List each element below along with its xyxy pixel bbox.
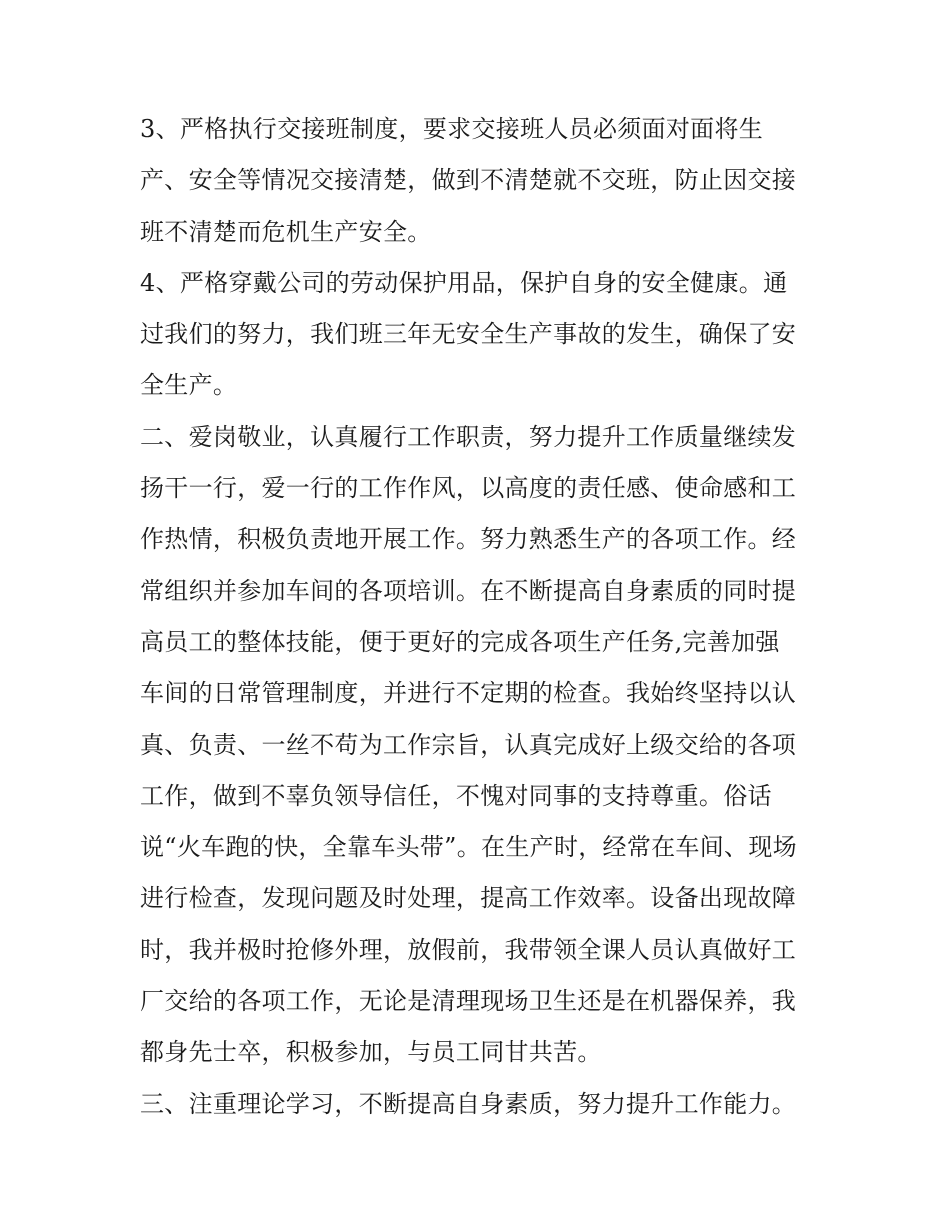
text-line: 3、严格执行交接班制度，要求交接班人员必须面对面将生 — [140, 115, 764, 143]
text-line: 扬干一行，爱一行的工作作风，以高度的责任感、使命感和工 — [140, 474, 797, 503]
text-line: 时，我并极时抢修外理，放假前，我带领全课人员认真做好工 — [140, 935, 797, 964]
text-line: 说“火车跑的快，全靠车头带”。在生产时，经常在车间、现场 — [140, 833, 797, 862]
text-line: 进行检查，发现问题及时处理，提高工作效率。设备出现故障 — [140, 884, 797, 913]
text-line: 常组织并参加车间的各项培训。在不断提高自身素质的同时提 — [140, 576, 797, 605]
text-line: 真、负责、一丝不苟为工作宗旨，认真完成好上级交给的各项 — [140, 730, 797, 759]
body-text — [140, 104, 820, 1130]
text-line: 4、严格穿戴公司的劳动保护用品，保护自身的安全健康。通 — [140, 268, 788, 297]
text-line: 车间的日常管理制度，并进行不定期的检查。我始终坚持以认 — [140, 679, 797, 708]
text-line: 三、注重理论学习，不断提高自身素质，努力提升工作能力。 — [140, 1089, 797, 1118]
text-line: 都身先士卒，积极参加，与员工同甘共苦。 — [140, 1038, 602, 1067]
text-line: 过我们的努力，我们班三年无安全生产事故的发生，确保了安 — [140, 320, 797, 349]
text-line: 作热情，积极负责地开展工作。努力熟悉生产的各项工作。经 — [140, 525, 797, 554]
text-line: 工作，做到不辜负领导信任，不愧对同事的支持尊重。俗话 — [140, 781, 772, 810]
text-line: 高员工的整体技能，便于更好的完成各项生产任务,完善加强 — [140, 627, 780, 656]
text-line: 产、安全等情况交接清楚，做到不清楚就不交班，防止因交接 — [140, 166, 797, 195]
text-line: 班不清楚而危机生产安全。 — [140, 217, 432, 246]
text-line: 二、爱岗敬业，认真履行工作职责，努力提升工作质量继续发 — [140, 422, 797, 451]
text-line: 厂交给的各项工作，无论是清理现场卫生还是在机器保养，我 — [140, 987, 797, 1016]
text-line: 全生产。 — [140, 371, 238, 400]
